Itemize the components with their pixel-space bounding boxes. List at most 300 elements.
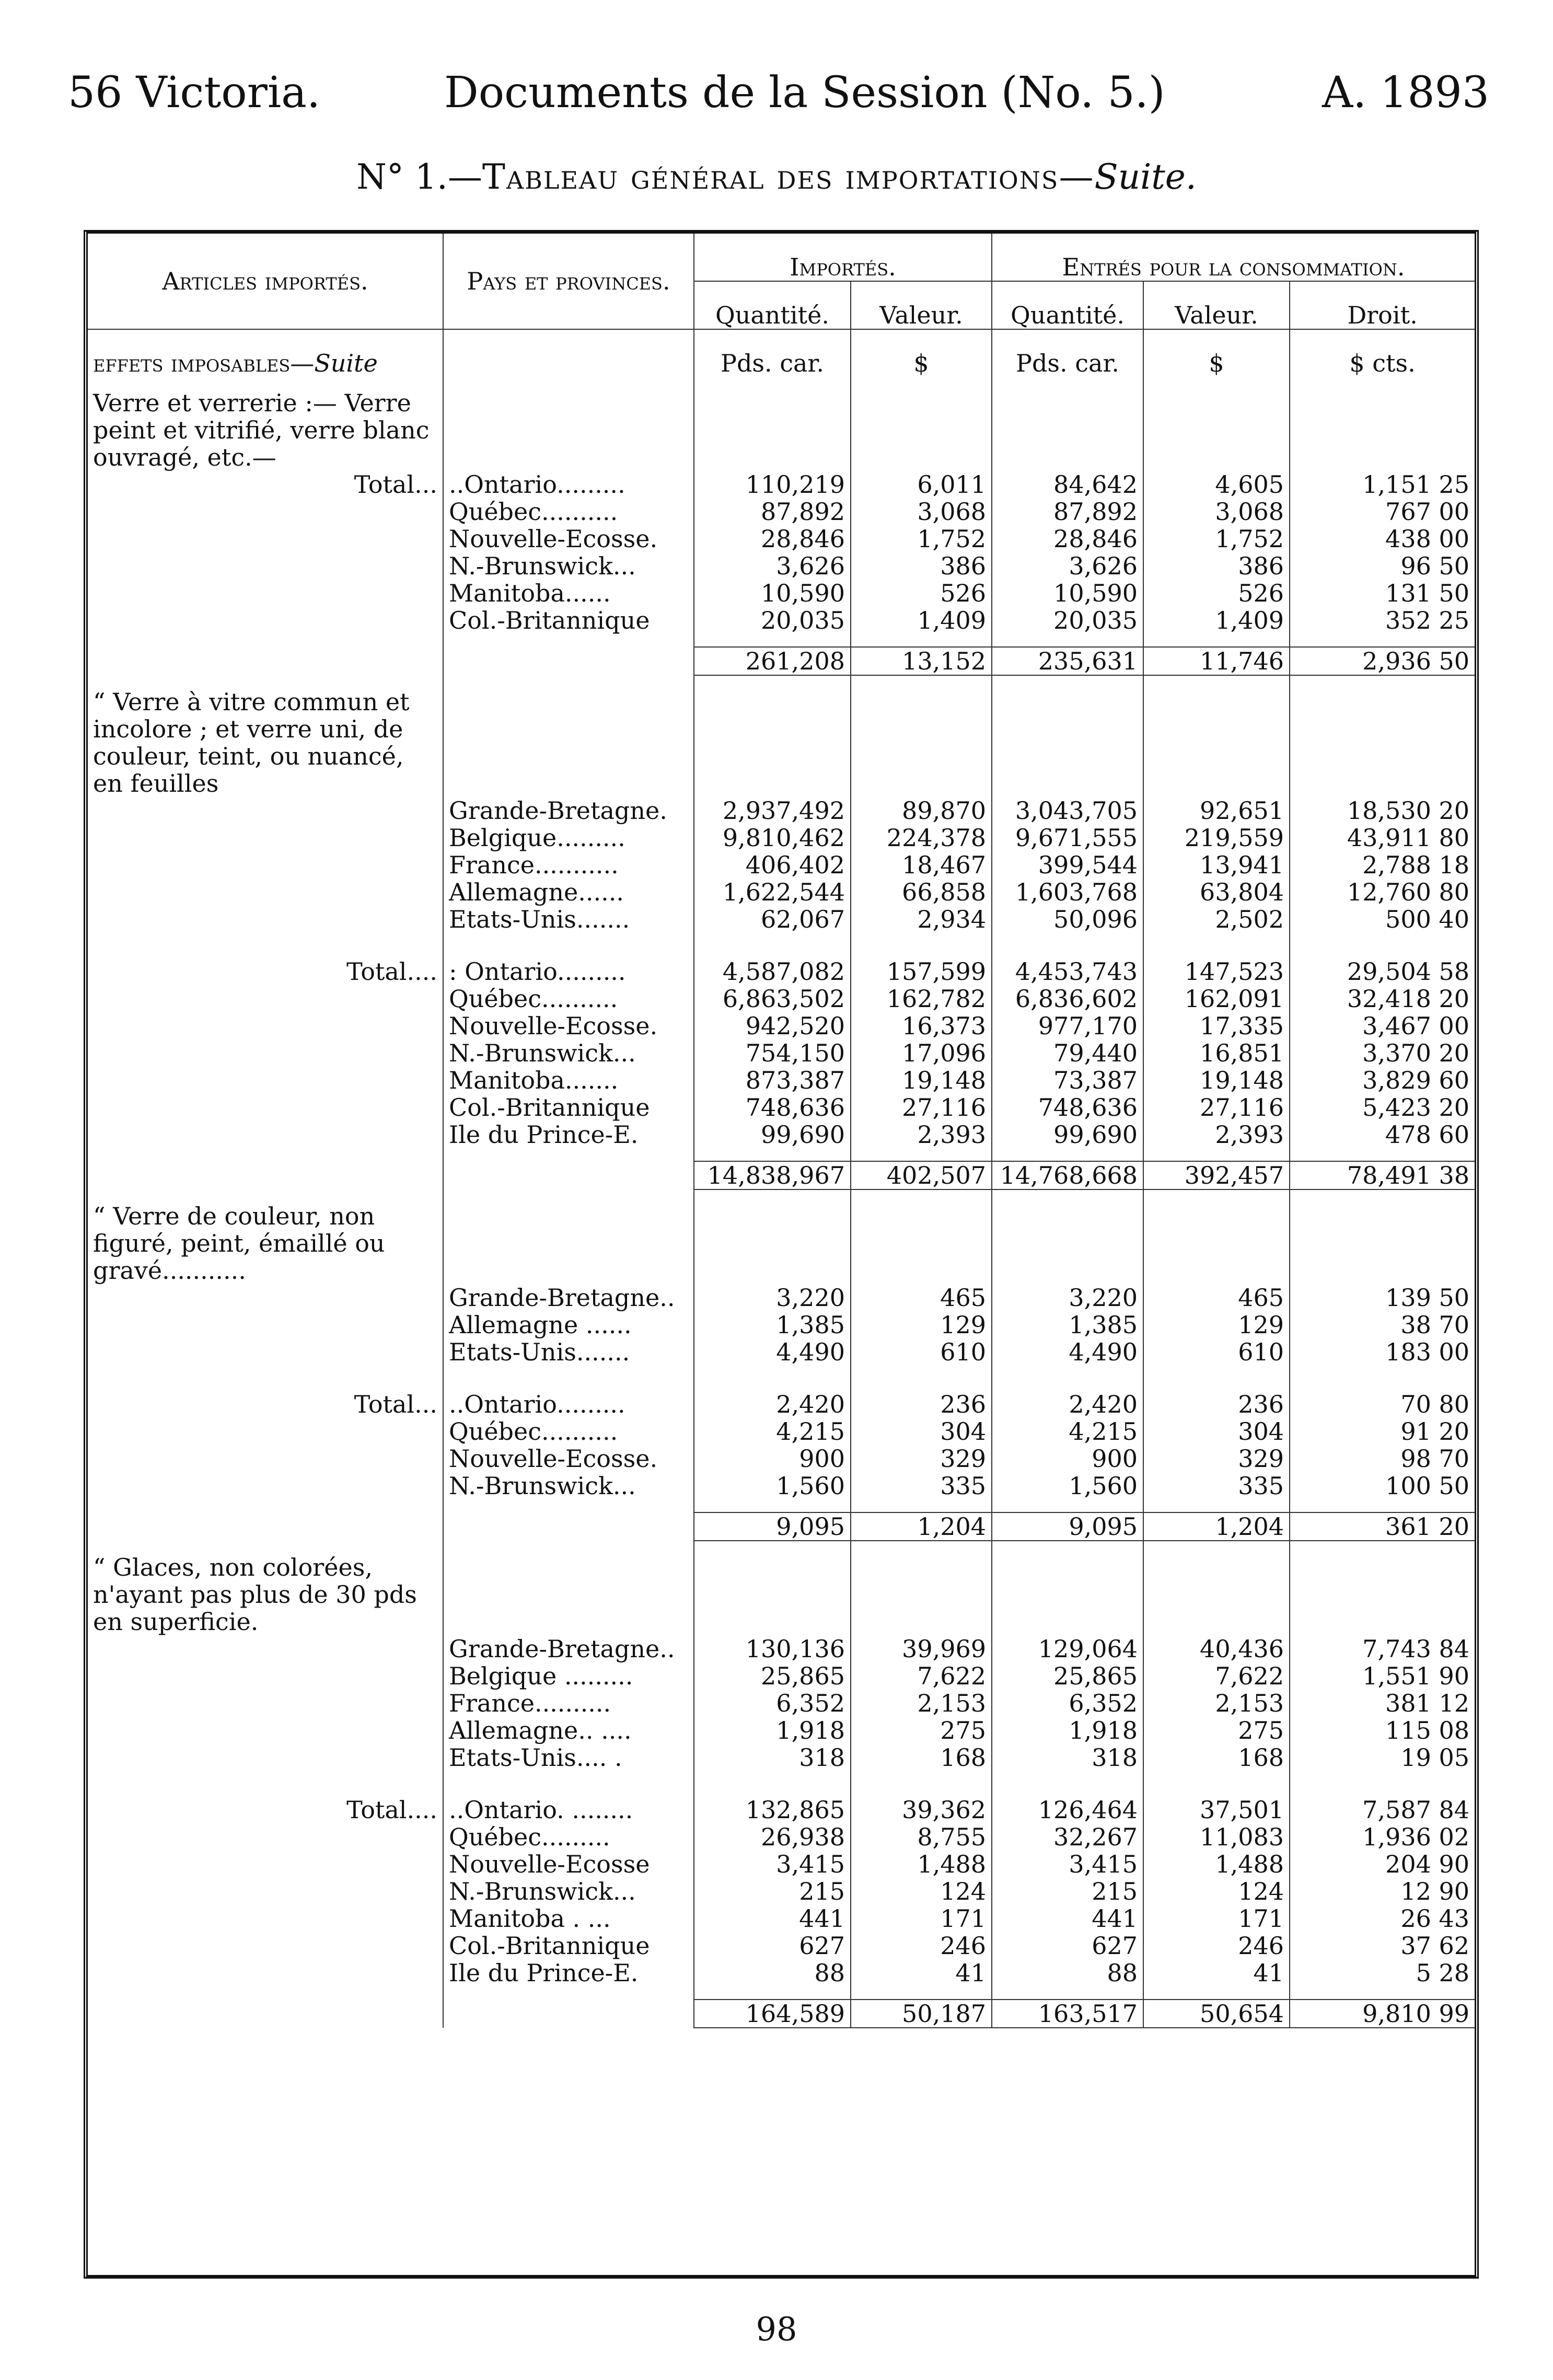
- empty-cell: [1290, 1203, 1475, 1284]
- header-session: 56 Victoria.: [68, 68, 321, 118]
- imports-table: [88, 234, 1475, 2028]
- spacer-cell: [851, 1499, 992, 1512]
- unit-droit: $ cts.: [1349, 349, 1416, 377]
- article-row: [88, 688, 1475, 797]
- row-pays-cell: Allemagne.. ....: [443, 1717, 694, 1744]
- row-valeur-cell: 246: [851, 1932, 992, 1959]
- row-droit-cell: 1,936 02: [1362, 1823, 1470, 1851]
- spacer-cell: [88, 1148, 443, 1161]
- row-pays-cell: Col.-Britannique: [443, 1932, 694, 1959]
- row-droit-cell: 7,587 84: [1362, 1796, 1470, 1823]
- table-row: [88, 1012, 1475, 1039]
- row-article-cell: [88, 1472, 443, 1499]
- row-quantite2-cell: 4,490: [992, 1338, 1143, 1366]
- spacer-row: [88, 675, 1475, 688]
- row-article-cell: [88, 1418, 443, 1445]
- row-pays-cell: Grande-Bretagne..: [443, 1635, 694, 1662]
- total-q2-cell: 235,631: [992, 647, 1143, 675]
- total-q2-cell: 163,517: [992, 2000, 1143, 2028]
- row-droit-cell: 5,423 20: [1362, 1094, 1470, 1121]
- spacer-cell: [88, 1771, 443, 1784]
- table-row: [88, 1094, 1475, 1121]
- spacer-cell: [992, 1366, 1143, 1378]
- spacer-cell: [992, 945, 1143, 958]
- row-article-cell: [88, 985, 443, 1012]
- spacer-cell: [1143, 675, 1290, 688]
- row-valeur2-cell: 1,409: [1143, 607, 1290, 634]
- spacer-cell: [88, 634, 443, 647]
- row-article-cell: Total....: [88, 1796, 443, 1823]
- empty-cell: [992, 1554, 1143, 1635]
- empty-cell: [443, 1203, 694, 1284]
- article-description: “ Verre à vitre commun et incolore ; et verre uni, de couleur, teint, ou nuancé, en feuilles: [88, 688, 443, 797]
- table-row: [88, 1905, 1475, 1932]
- spacer-cell: [992, 1148, 1143, 1161]
- row-droit-cell: 26 43: [1400, 1905, 1470, 1932]
- table-row: [88, 851, 1475, 879]
- row-pays-cell: ..Ontario.........: [443, 1391, 694, 1418]
- row-quantite2-cell: 88: [992, 1959, 1143, 1986]
- spacer-cell: [1290, 377, 1475, 389]
- row-article-cell: [88, 1012, 443, 1039]
- row-valeur2-cell: 329: [1143, 1445, 1290, 1472]
- col-articles: Articles importés.: [88, 234, 443, 329]
- spacer-cell: [88, 1366, 443, 1378]
- empty-cell: [992, 389, 1143, 471]
- row-article-cell: [88, 824, 443, 851]
- spacer-cell: [88, 1986, 443, 2000]
- spacer-row: [88, 1541, 1475, 1554]
- spacer-cell: [1143, 634, 1290, 647]
- row-pays-cell: Nouvelle-Ecosse.: [443, 525, 694, 552]
- row-pays-cell: N.-Brunswick...: [443, 1039, 694, 1067]
- row-valeur-cell: 335: [851, 1472, 992, 1499]
- spacer-cell: [851, 1148, 992, 1161]
- row-quantite2-cell: 4,215: [992, 1418, 1143, 1445]
- row-quantite-cell: 900: [694, 1445, 851, 1472]
- row-droit-cell: 29,504 58: [1347, 958, 1470, 985]
- spacer-cell: [851, 1366, 992, 1378]
- spacer-cell: [694, 1771, 851, 1784]
- row-pays-cell: ..Ontario.........: [443, 471, 694, 498]
- row-valeur2-cell: 63,804: [1143, 879, 1290, 906]
- imports-table-body: [88, 234, 1475, 2028]
- row-valeur-cell: 39,362: [851, 1796, 992, 1823]
- row-quantite-cell: 2,937,492: [694, 797, 851, 824]
- row-pays-cell: Col.-Britannique: [443, 607, 694, 634]
- row-valeur2-cell: 610: [1143, 1338, 1290, 1366]
- table-row: [88, 1472, 1475, 1499]
- total-pays-cell: [443, 647, 694, 675]
- row-valeur2-cell: 335: [1143, 1472, 1290, 1499]
- spacer-cell: [694, 1541, 851, 1554]
- empty-cell: [992, 1203, 1143, 1284]
- row-valeur2-cell: 37,501: [1143, 1796, 1290, 1823]
- spacer-cell: [1143, 1784, 1290, 1796]
- spacer-cell: [1143, 1366, 1290, 1378]
- total-q-cell: 261,208: [694, 647, 851, 675]
- table-row: [88, 1878, 1475, 1905]
- empty-cell: [694, 389, 851, 471]
- row-valeur-cell: 610: [851, 1338, 992, 1366]
- row-article-cell: [88, 1039, 443, 1067]
- spacer-row: [88, 945, 1475, 958]
- row-quantite2-cell: 748,636: [992, 1094, 1143, 1121]
- total-droit-cell: 9,810 99: [1290, 2000, 1475, 2028]
- row-quantite2-cell: 10,590: [992, 580, 1143, 607]
- row-quantite-cell: 62,067: [694, 906, 851, 933]
- row-quantite-cell: 318: [694, 1744, 851, 1771]
- spacer-cell: [851, 1784, 992, 1796]
- spacer-cell: [443, 1148, 694, 1161]
- row-quantite-cell: 215: [694, 1878, 851, 1905]
- spacer-cell: [1143, 1148, 1290, 1161]
- row-droit-cell: 381 12: [1385, 1690, 1470, 1717]
- row-article-cell: [88, 1094, 443, 1121]
- spacer-cell: [694, 634, 851, 647]
- row-droit-cell: 12 90: [1400, 1878, 1470, 1905]
- row-article-cell: [88, 1662, 443, 1690]
- spacer-cell: [992, 1189, 1143, 1203]
- empty-cell: [851, 1203, 992, 1284]
- spacer-row: [88, 1771, 1475, 1784]
- row-droit-cell: 91 20: [1400, 1418, 1470, 1445]
- row-droit-cell: 500 40: [1385, 906, 1470, 933]
- spacer-cell: [1143, 377, 1290, 389]
- spacer-cell: [694, 1189, 851, 1203]
- empty-cell: [992, 688, 1143, 797]
- row-quantite2-cell: 32,267: [992, 1823, 1143, 1851]
- spacer-cell: [992, 1986, 1143, 2000]
- row-droit-cell: 3,829 60: [1362, 1067, 1470, 1094]
- row-quantite2-cell: 4,453,743: [992, 958, 1143, 985]
- table-row: [88, 1635, 1475, 1662]
- row-valeur2-cell: 11,083: [1143, 1823, 1290, 1851]
- row-article-cell: [88, 879, 443, 906]
- spacer-cell: [1290, 945, 1475, 958]
- row-pays-cell: Etats-Unis.......: [443, 906, 694, 933]
- row-quantite2-cell: 1,385: [992, 1311, 1143, 1338]
- unit-quantite-2: Pds. car.: [992, 329, 1143, 377]
- spacer-cell: [1290, 1148, 1475, 1161]
- col-valeur: Valeur.: [851, 281, 992, 329]
- row-article-cell: [88, 1932, 443, 1959]
- table-row: [88, 1823, 1475, 1851]
- row-quantite-cell: 26,938: [694, 1823, 851, 1851]
- row-quantite-cell: 6,863,502: [694, 985, 851, 1012]
- table-row: [88, 1717, 1475, 1744]
- empty-cell: [694, 688, 851, 797]
- row-pays-cell: N.-Brunswick...: [443, 1472, 694, 1499]
- spacer-row: [88, 1378, 1475, 1391]
- row-quantite-cell: 20,035: [694, 607, 851, 634]
- row-quantite-cell: 110,219: [694, 471, 851, 498]
- spacer-cell: [443, 1541, 694, 1554]
- row-article-cell: [88, 1851, 443, 1878]
- row-pays-cell: Nouvelle-Ecosse: [443, 1851, 694, 1878]
- spacer-cell: [1290, 1986, 1475, 2000]
- row-valeur-cell: 1,488: [851, 1851, 992, 1878]
- spacer-cell: [88, 1541, 443, 1554]
- row-quantite-cell: 627: [694, 1932, 851, 1959]
- spacer-row: [88, 634, 1475, 647]
- row-article-cell: [88, 1445, 443, 1472]
- row-droit-cell: 96 50: [1400, 552, 1470, 580]
- empty-cell: [1290, 1554, 1475, 1635]
- row-droit-cell: 18,530 20: [1347, 797, 1470, 824]
- spacer-cell: [1290, 1378, 1475, 1391]
- row-pays-cell: Nouvelle-Ecosse.: [443, 1012, 694, 1039]
- spacer-cell: [88, 377, 443, 389]
- row-valeur2-cell: 92,651: [1143, 797, 1290, 824]
- section-name: effets imposables—: [93, 349, 315, 377]
- table-row: [88, 471, 1475, 498]
- row-article-cell: [88, 1311, 443, 1338]
- row-droit-cell: 37 62: [1400, 1932, 1470, 1959]
- row-pays-cell: Allemagne ......: [443, 1311, 694, 1338]
- spacer-cell: [88, 933, 443, 945]
- row-valeur-cell: 465: [851, 1284, 992, 1311]
- spacer-cell: [1143, 1541, 1290, 1554]
- total-q2-cell: 14,768,668: [992, 1161, 1143, 1189]
- total-row: [88, 1161, 1475, 1189]
- row-droit-cell: 70 80: [1400, 1391, 1470, 1418]
- table-row: [88, 1959, 1475, 1986]
- row-valeur2-cell: 129: [1143, 1311, 1290, 1338]
- empty-cell: [851, 688, 992, 797]
- spacer-cell: [851, 1771, 992, 1784]
- row-valeur-cell: 19,148: [851, 1067, 992, 1094]
- row-pays-cell: Ile du Prince-E.: [443, 1959, 694, 1986]
- section-suffix: Suite: [314, 349, 378, 377]
- row-valeur2-cell: 19,148: [1143, 1067, 1290, 1094]
- row-quantite-cell: 132,865: [694, 1796, 851, 1823]
- row-valeur2-cell: 147,523: [1143, 958, 1290, 985]
- spacer-cell: [694, 377, 851, 389]
- row-quantite-cell: 4,490: [694, 1338, 851, 1366]
- row-valeur2-cell: 40,436: [1143, 1635, 1290, 1662]
- col-pays: Pays et provinces.: [443, 234, 694, 329]
- row-valeur-cell: 6,011: [851, 471, 992, 498]
- spacer-cell: [443, 933, 694, 945]
- total-droit-cell: 2,936 50: [1290, 647, 1475, 675]
- row-droit-cell: 12,760 80: [1347, 879, 1470, 906]
- row-quantite2-cell: 1,918: [992, 1717, 1143, 1744]
- row-quantite-cell: 1,385: [694, 1311, 851, 1338]
- spacer-cell: [694, 1148, 851, 1161]
- row-pays-cell: Etats-Unis.......: [443, 1338, 694, 1366]
- table-row: [88, 1338, 1475, 1366]
- row-quantite2-cell: 2,420: [992, 1391, 1143, 1418]
- page-number: 98: [756, 2310, 797, 2348]
- col-entres: Entrés pour la consommation.: [992, 234, 1475, 281]
- row-quantite2-cell: 129,064: [992, 1635, 1143, 1662]
- total-v-cell: 13,152: [851, 647, 992, 675]
- row-valeur-cell: 2,153: [851, 1690, 992, 1717]
- row-valeur2-cell: 1,488: [1143, 1851, 1290, 1878]
- row-quantite-cell: 99,690: [694, 1121, 851, 1148]
- row-quantite2-cell: 627: [992, 1932, 1143, 1959]
- total-pays-cell: [443, 1512, 694, 1541]
- table-row: [88, 824, 1475, 851]
- row-droit-cell: 1,551 90: [1362, 1662, 1470, 1690]
- row-article-cell: [88, 1717, 443, 1744]
- total-row: [88, 1512, 1475, 1541]
- row-quantite-cell: 406,402: [694, 851, 851, 879]
- spacer-cell: [992, 377, 1143, 389]
- row-valeur-cell: 2,934: [851, 906, 992, 933]
- row-article-cell: [88, 552, 443, 580]
- spacer-cell: [1290, 1771, 1475, 1784]
- spacer-cell: [1290, 933, 1475, 945]
- row-quantite2-cell: 3,626: [992, 552, 1143, 580]
- row-pays-cell: Grande-Bretagne..: [443, 1284, 694, 1311]
- table-row: [88, 1690, 1475, 1717]
- total-article-cell: [88, 2000, 443, 2028]
- row-valeur-cell: 89,870: [851, 797, 992, 824]
- row-quantite-cell: 942,520: [694, 1012, 851, 1039]
- row-valeur-cell: 27,116: [851, 1094, 992, 1121]
- empty-cell: [1290, 688, 1475, 797]
- article-row: [88, 1554, 1475, 1635]
- row-quantite2-cell: 318: [992, 1744, 1143, 1771]
- spacer-cell: [1290, 1189, 1475, 1203]
- row-droit-cell: 115 08: [1385, 1717, 1470, 1744]
- row-valeur2-cell: 171: [1143, 1905, 1290, 1932]
- row-valeur2-cell: 4,605: [1143, 471, 1290, 498]
- row-droit-cell: 2,788 18: [1362, 851, 1470, 879]
- row-quantite2-cell: 50,096: [992, 906, 1143, 933]
- row-valeur2-cell: 465: [1143, 1284, 1290, 1311]
- table-row: [88, 1121, 1475, 1148]
- row-valeur-cell: 16,373: [851, 1012, 992, 1039]
- row-quantite2-cell: 3,043,705: [992, 797, 1143, 824]
- col-quantite: Quantité.: [694, 281, 851, 329]
- col-importes: Importés.: [694, 234, 992, 281]
- row-valeur2-cell: 219,559: [1143, 824, 1290, 851]
- row-quantite2-cell: 99,690: [992, 1121, 1143, 1148]
- table-row: [88, 525, 1475, 552]
- spacer-cell: [992, 1378, 1143, 1391]
- row-valeur-cell: 1,409: [851, 607, 992, 634]
- row-valeur2-cell: 1,752: [1143, 525, 1290, 552]
- row-quantite-cell: 441: [694, 1905, 851, 1932]
- table-row: [88, 1744, 1475, 1771]
- row-quantite-cell: 4,587,082: [694, 958, 851, 985]
- row-quantite2-cell: 6,352: [992, 1690, 1143, 1717]
- row-droit-cell: 43,911 80: [1347, 824, 1470, 851]
- table-row: [88, 498, 1475, 525]
- row-quantite2-cell: 28,846: [992, 525, 1143, 552]
- spacer-row: [88, 1366, 1475, 1378]
- table-row: [88, 607, 1475, 634]
- empty-cell: [694, 1203, 851, 1284]
- unit-quantite: Pds. car.: [694, 329, 851, 377]
- row-valeur2-cell: 124: [1143, 1878, 1290, 1905]
- empty-cell: [851, 1554, 992, 1635]
- spacer-cell: [88, 675, 443, 688]
- row-valeur2-cell: 27,116: [1143, 1094, 1290, 1121]
- spacer-row: [88, 1148, 1475, 1161]
- row-valeur2-cell: 526: [1143, 580, 1290, 607]
- spacer-cell: [88, 1189, 443, 1203]
- row-quantite2-cell: 87,892: [992, 498, 1143, 525]
- row-quantite-cell: 1,622,544: [694, 879, 851, 906]
- row-article-cell: [88, 1823, 443, 1851]
- row-quantite2-cell: 977,170: [992, 1012, 1143, 1039]
- row-valeur-cell: 1,752: [851, 525, 992, 552]
- row-valeur2-cell: 168: [1143, 1744, 1290, 1771]
- row-droit-cell: 3,467 00: [1362, 1012, 1470, 1039]
- spacer-cell: [992, 634, 1143, 647]
- title-main: Tableau général des importations—: [482, 157, 1095, 197]
- row-quantite-cell: 754,150: [694, 1039, 851, 1067]
- empty-cell: [851, 389, 992, 471]
- table-row: [88, 906, 1475, 933]
- row-valeur-cell: 162,782: [851, 985, 992, 1012]
- unit-valeur-2: $: [1143, 329, 1290, 377]
- spacer-cell: [1143, 1986, 1290, 2000]
- row-quantite-cell: 3,415: [694, 1851, 851, 1878]
- col-valeur-2: Valeur.: [1143, 281, 1290, 329]
- row-quantite-cell: 28,846: [694, 525, 851, 552]
- row-droit-cell: 478 60: [1385, 1121, 1470, 1148]
- spacer-row: [88, 1499, 1475, 1512]
- spacer-cell: [694, 675, 851, 688]
- row-quantite2-cell: 6,836,602: [992, 985, 1143, 1012]
- spacer-cell: [88, 945, 443, 958]
- row-quantite-cell: 3,220: [694, 1284, 851, 1311]
- row-quantite-cell: 748,636: [694, 1094, 851, 1121]
- spacer-cell: [992, 933, 1143, 945]
- row-droit-cell: 3,370 20: [1362, 1039, 1470, 1067]
- row-valeur-cell: 41: [851, 1959, 992, 1986]
- spacer-cell: [443, 1189, 694, 1203]
- row-droit-cell: 19 05: [1400, 1744, 1470, 1771]
- row-droit-cell: 100 50: [1385, 1472, 1470, 1499]
- row-droit-cell: 1,151 25: [1362, 471, 1470, 498]
- col-droit: Droit.: [1290, 281, 1475, 329]
- row-valeur-cell: 171: [851, 1905, 992, 1932]
- row-pays-cell: Nouvelle-Ecosse.: [443, 1445, 694, 1472]
- row-valeur-cell: 18,467: [851, 851, 992, 879]
- spacer-cell: [443, 634, 694, 647]
- total-v2-cell: 392,457: [1143, 1161, 1290, 1189]
- row-quantite2-cell: 399,544: [992, 851, 1143, 879]
- article-row: [88, 1203, 1475, 1284]
- spacer-cell: [851, 945, 992, 958]
- row-valeur2-cell: 246: [1143, 1932, 1290, 1959]
- row-valeur-cell: 236: [851, 1391, 992, 1418]
- row-article-cell: [88, 1284, 443, 1311]
- article-row: [88, 389, 1475, 471]
- row-pays-cell: Etats-Unis.... .: [443, 1744, 694, 1771]
- row-quantite2-cell: 900: [992, 1445, 1143, 1472]
- row-droit-cell: 7,743 84: [1362, 1635, 1470, 1662]
- empty-cell: [1143, 1203, 1290, 1284]
- spacer-cell: [851, 1189, 992, 1203]
- total-pays-cell: [443, 1161, 694, 1189]
- row-droit-cell: 767 00: [1385, 498, 1470, 525]
- spacer-cell: [851, 1378, 992, 1391]
- row-valeur2-cell: 275: [1143, 1717, 1290, 1744]
- header-documents: Documents de la Session (No. 5.): [444, 68, 1165, 118]
- row-quantite-cell: 4,215: [694, 1418, 851, 1445]
- row-valeur2-cell: 13,941: [1143, 851, 1290, 879]
- spacer-cell: [88, 1378, 443, 1391]
- row-droit-cell: 352 25: [1385, 607, 1470, 634]
- spacer-cell: [443, 1366, 694, 1378]
